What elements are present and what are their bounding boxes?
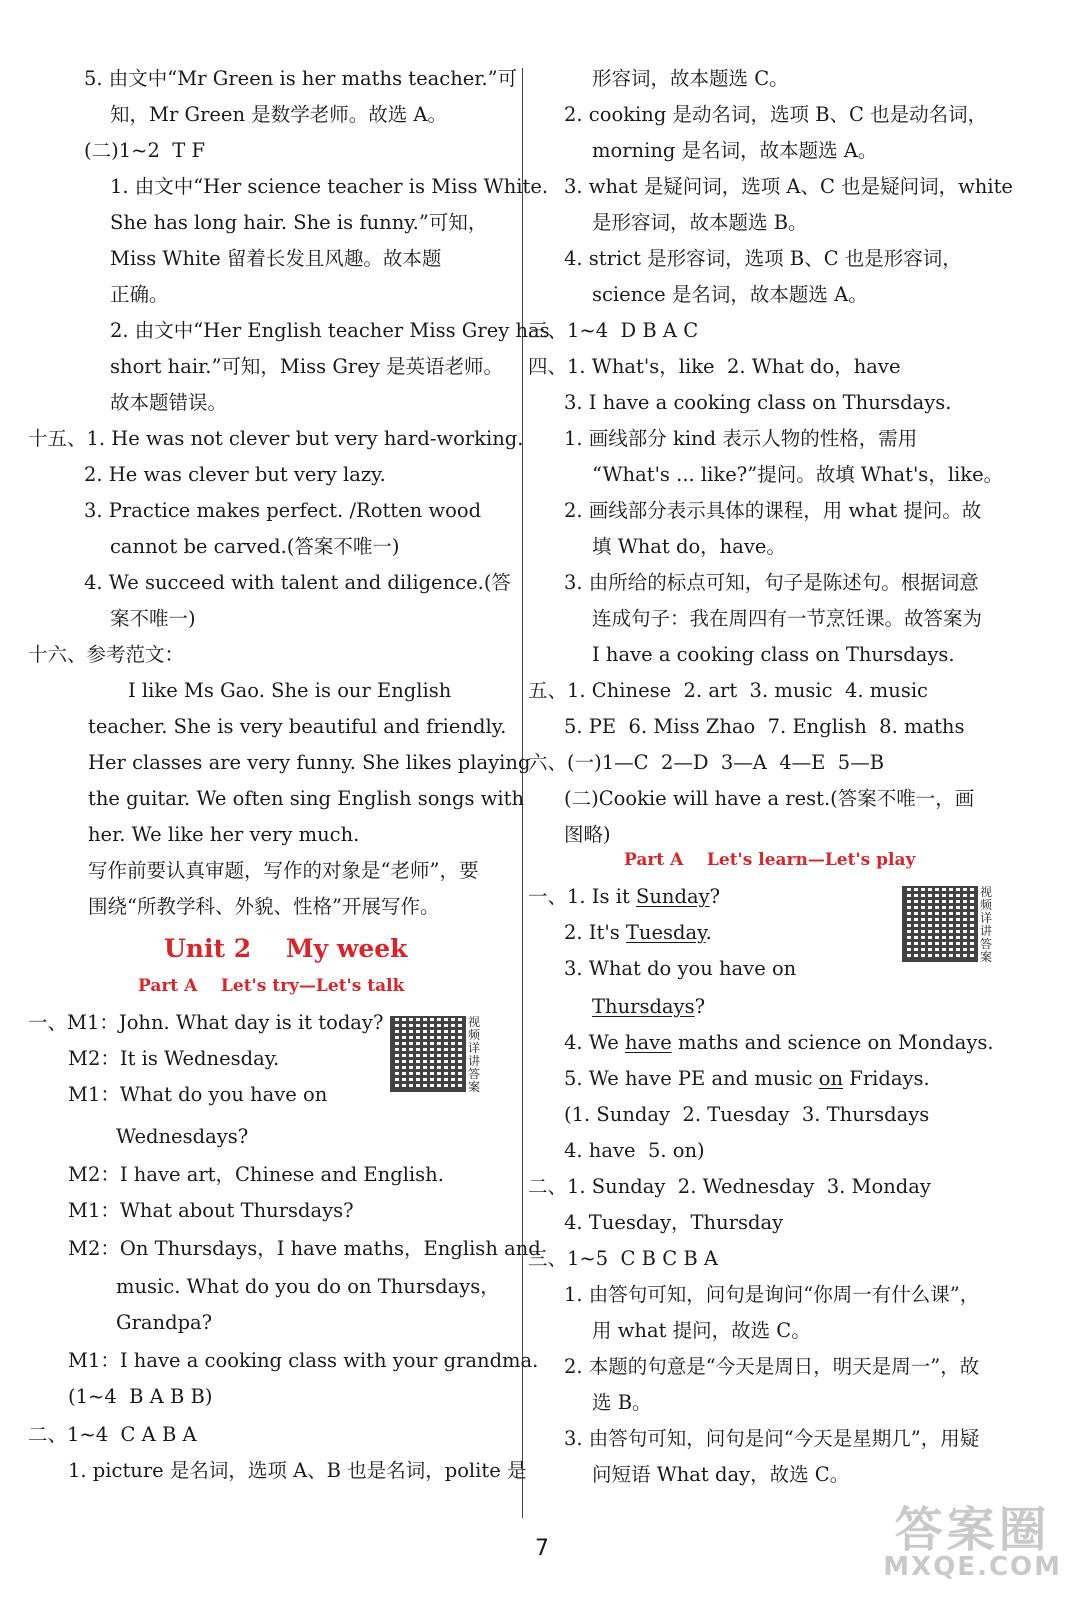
essay-line: teacher. She is very beautiful and friendly. (88, 715, 507, 738)
text-line: 形容词，故本题选 C。 (592, 67, 789, 90)
text-line: 2. It's Tuesday. (564, 921, 712, 944)
text-line: 选 B。 (592, 1391, 652, 1414)
dialogue-line: M2：I have art，Chinese and English. (68, 1163, 444, 1186)
answer-line: (1. Sunday 2. Tuesday 3. Thursdays (564, 1103, 930, 1126)
text-line: She has long hair. She is funny.”可知， (110, 211, 488, 234)
section-heading: 四、1. What's，like 2. What do，have (528, 355, 901, 378)
text-line: 1. picture 是名词，选项 A、B 也是名词，polite 是 (68, 1459, 527, 1482)
dialogue-line: Grandpa? (116, 1311, 213, 1334)
text-line: 3. What do you have on (564, 957, 797, 980)
watermark-line-1: 答案圈 (894, 1502, 1051, 1558)
dialogue-line: M1：What about Thursdays? (68, 1199, 354, 1222)
section-heading: 五、1. Chinese 2. art 3. music 4. music (528, 679, 928, 702)
part-title: Part A Let's learn—Let's play (624, 850, 916, 870)
text-line: Thursdays? (592, 995, 706, 1018)
page-number: 7 (535, 1536, 549, 1561)
text-line: 用 what 提问，故选 C。 (592, 1319, 811, 1342)
text-line: 2. 由文中“Her English teacher Miss Grey has (110, 319, 550, 342)
essay-line: the guitar. We often sing English songs with (88, 787, 525, 810)
text-line: 2. 画线部分表示具体的课程，用 what 提问。故 (564, 499, 982, 522)
dialogue-line: M2：It is Wednesday. (68, 1047, 280, 1070)
dialogue-line: M2：On Thursdays，I have maths，English and (68, 1237, 541, 1260)
dialogue-line: music. What do you do on Thursdays， (116, 1275, 500, 1298)
qr-code-icon (902, 886, 978, 962)
text-line: (二)1~2 T F (84, 139, 205, 162)
section-heading: 三、1~4 D B A C (528, 319, 699, 342)
section-heading: 二、1~4 C A B A (28, 1423, 197, 1446)
qr-label: 视频详讲答案 (468, 1015, 481, 1094)
qr-label: 视频详讲答案 (980, 885, 993, 964)
section-heading: 二、1. Sunday 2. Wednesday 3. Monday (528, 1175, 931, 1198)
qr-code[interactable] (390, 1016, 486, 1096)
text-line: I have a cooking class on Thursdays. (592, 643, 955, 666)
text-line: 1. 由文中“Her science teacher is Miss White. (110, 175, 549, 198)
text-line: 1. 由答句可知，问句是询问“你周一有什么课”， (564, 1283, 980, 1306)
text-line: 2. cooking 是动名词，选项 B、C 也是动名词， (564, 103, 988, 126)
watermark-line-2: MXQE.COM (883, 1552, 1062, 1582)
text-line: 是形容词，故本题选 B。 (592, 211, 808, 234)
text-line: 3. 由所给的标点可知，句子是陈述句。根据词意 (564, 571, 979, 594)
part-title: Part A Let's try—Let's talk (138, 976, 405, 996)
qr-code-icon (390, 1016, 466, 1092)
text-line: Miss White 留着长发且风趣。故本题 (110, 247, 442, 270)
essay-line: Her classes are very funny. She likes playing (88, 751, 531, 774)
text-line: (二)Cookie will have a rest.(答案不唯一，画 (564, 787, 975, 810)
text-line: 案不唯一) (110, 607, 196, 630)
text-line: 填 What do，have。 (592, 535, 786, 558)
text-line: 连成句子：我在周四有一节烹饪课。故答案为 (592, 607, 983, 630)
qr-code[interactable] (902, 886, 998, 966)
text-line: 4. We have maths and science on Mondays. (564, 1031, 994, 1054)
text-line: science 是名词，故本题选 A。 (592, 283, 868, 306)
dialogue-line: 一、M1：John. What day is it today? (28, 1011, 384, 1034)
text-line: 图略) (564, 823, 611, 846)
text-line: short hair.”可知，Miss Grey 是英语老师。 (110, 355, 503, 378)
text-line: 一、1. Is it Sunday? (528, 885, 721, 908)
watermark (883, 1502, 1062, 1582)
text-line: 故本题错误。 (110, 391, 228, 414)
text-line: 3. Practice makes perfect. /Rotten wood (84, 499, 482, 522)
text-line: 3. what 是疑问词，选项 A、C 也是疑问词，white (564, 175, 1013, 198)
text-line: cannot be carved.(答案不唯一) (110, 535, 400, 558)
unit-title: Unit 2 My week (164, 934, 408, 963)
text-line: 正确。 (110, 283, 169, 306)
text-line: 4. We succeed with talent and diligence.(答 (84, 571, 511, 594)
section-heading: 六、(一)1—C 2—D 3—A 4—E 5—B (528, 751, 885, 774)
text-line: 写作前要认真审题，写作的对象是“老师”，要 (88, 859, 479, 882)
text-line: 3. I have a cooking class on Thursdays. (564, 391, 952, 414)
text-line: 3. 由答句可知，问句是问“今天是星期几”，用疑 (564, 1427, 980, 1450)
section-heading: 十六、参考范文： (28, 643, 185, 666)
essay-line: her. We like her very much. (88, 823, 360, 846)
text-line: 5. We have PE and music on Fridays. (564, 1067, 930, 1090)
text-line: 5. PE 6. Miss Zhao 7. English 8. maths (564, 715, 965, 738)
answer-line: (1~4 B A B B) (68, 1385, 213, 1408)
text-line: 知，Mr Green 是数学老师。故选 A。 (110, 103, 448, 126)
text-line: “What's ... like?”提问。故填 What's，like。 (592, 463, 1004, 486)
text-line: 围绕“所教学科、外貌、性格”开展写作。 (88, 895, 440, 918)
section-heading: 三、1~5 C B C B A (528, 1247, 718, 1270)
essay-line: I like Ms Gao. She is our English (128, 679, 452, 702)
section-heading: 十五、1. He was not clever but very hard-working. (28, 427, 524, 450)
answer-line: 4. have 5. on) (564, 1139, 705, 1162)
dialogue-line: M1：What do you have on (68, 1083, 328, 1106)
text-line: 1. 画线部分 kind 表示人物的性格，需用 (564, 427, 918, 450)
text-line: 4. strict 是形容词，选项 B、C 也是形容词， (564, 247, 962, 270)
text-line: 4. Tuesday，Thursday (564, 1211, 784, 1234)
dialogue-line: M1：I have a cooking class with your grandma. (68, 1349, 539, 1372)
text-line: 问短语 What day，故选 C。 (592, 1463, 850, 1486)
dialogue-line: Wednesdays? (116, 1125, 249, 1148)
text-line: 2. 本题的句意是“今天是周日，明天是周一”，故 (564, 1355, 980, 1378)
text-line: 2. He was clever but very lazy. (84, 463, 386, 486)
text-line: morning 是名词，故本题选 A。 (592, 139, 878, 162)
text-line: 5. 由文中“Mr Green is her maths teacher.”可 (84, 67, 518, 90)
